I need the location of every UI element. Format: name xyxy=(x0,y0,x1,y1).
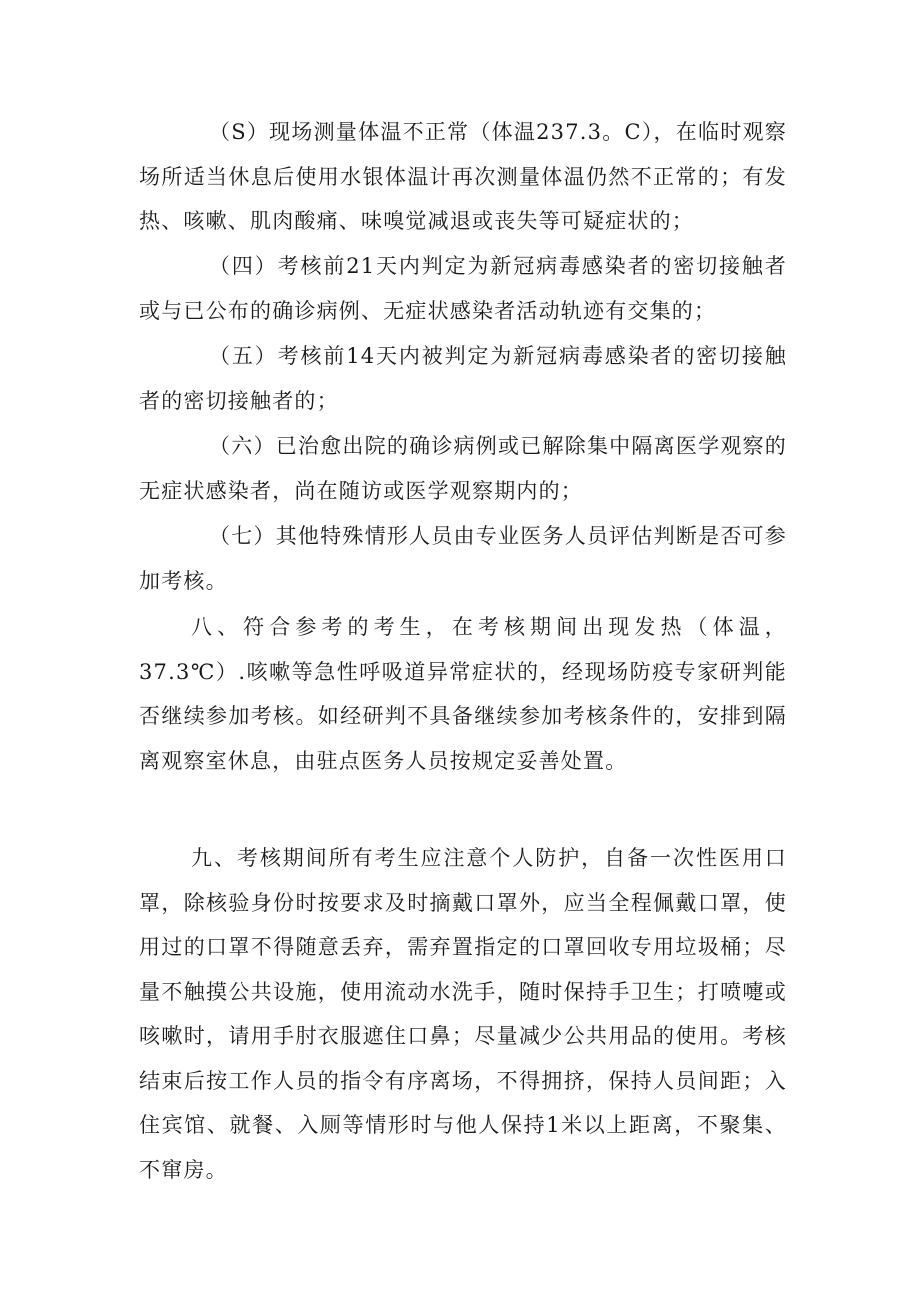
paragraph-item-5: （五）考核前14天内被判定为新冠病毒感染者的密切接触者的密切接触者的； xyxy=(139,344,787,413)
paragraph-item-6: （六）已治愈出院的确诊病例或已解除集中隔离医学观察的无症状感染者，尚在随访或医学观察期内的； xyxy=(139,434,787,503)
paragraph-item-4: （四）考核前21天内判定为新冠病毒感染者的密切接触者或与已公布的确诊病例、无症状感染者活动轨迹有交集的； xyxy=(139,254,787,323)
paragraph-section-9: 九、考核期间所有考生应注意个人防护，自备一次性医用口罩，除核验身份时按要求及时摘戴口罩外，应当全程佩戴口罩，使用过的口罩不得随意丢弃，需弃置指定的口罩回收专用垃圾桶；尽量不触摸公共设施，使用流动水洗手，随时保持手卫生；打喷嚏或咳嗽时，请用手肘衣服遮住口鼻；尽量减少公共用品的使用。考核结束后按工作人员的指令有序离场，不得拥挤，保持人员间距；入住宾馆、就餐、入厕等情形时与他人保持1米以上距离，不聚集、不窜房。 xyxy=(139,846,787,1182)
paragraph-item-3: （S）现场测量体温不正常（体温237.3。C），在临时观察场所适当休息后使用水银体温计再次测量体温仍然不正常的；有发热、咳嗽、肌肉酸痛、味嗅觉减退或丧失等可疑症状的； xyxy=(139,120,787,233)
paragraph-section-8: 八、符合参考的考生，在考核期间出现发热（体温，37.3℃）.咳嗽等急性呼吸道异常症状的，经现场防疫专家研判能否继续参加考核。如经研判不具备继续参加考核条件的，安排到隔离观察室休息，由驻点医务人员按规定妥善处置。 xyxy=(139,615,787,773)
paragraph-item-7: （七）其他特殊情形人员由专业医务人员评估判断是否可参加考核。 xyxy=(139,524,787,593)
